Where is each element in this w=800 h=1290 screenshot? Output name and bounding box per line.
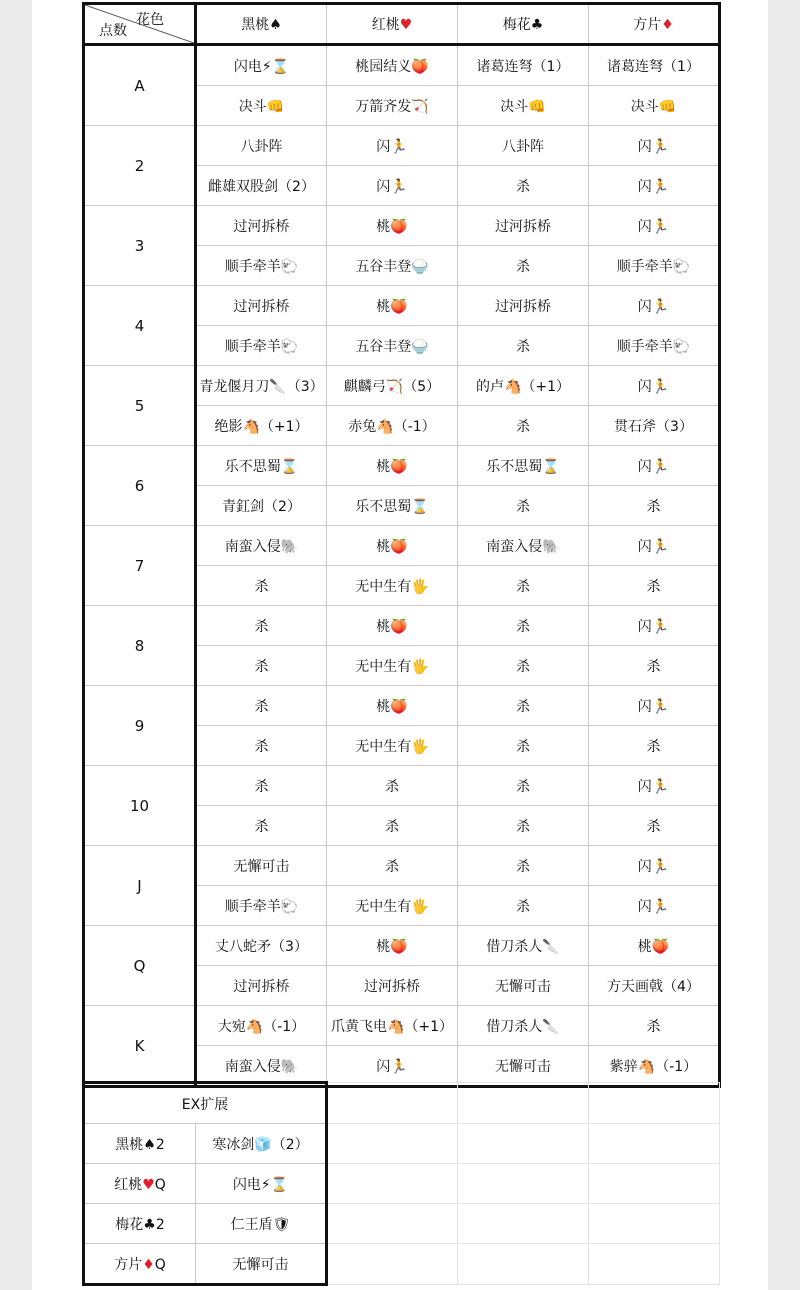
- ex-card-cell: 寒冰剑🧊（2）: [196, 1124, 327, 1164]
- empty-cell: [458, 1204, 589, 1244]
- card-cell-club: 借刀杀人🔪: [458, 1006, 589, 1046]
- card-distribution-table: [82, 2, 721, 1088]
- empty-cell: [589, 1083, 720, 1124]
- card-cell-heart: 无中生有🖐: [327, 646, 458, 686]
- empty-cell: [589, 1124, 720, 1164]
- card-cell-club: 杀: [458, 166, 589, 206]
- suit-name: 黑桃: [241, 17, 270, 33]
- card-cell-club: 杀: [458, 246, 589, 286]
- card-cell-club: 八卦阵: [458, 126, 589, 166]
- point-cell: J: [84, 846, 196, 926]
- point-cell: 9: [84, 686, 196, 766]
- card-cell-spade: 丈八蛇矛（3）: [196, 926, 327, 966]
- card-cell-heart: 桃🍑: [327, 606, 458, 646]
- heart-icon: ♥: [399, 17, 413, 33]
- ex-suit-name: 梅花: [115, 1216, 144, 1233]
- card-cell-club: 杀: [458, 766, 589, 806]
- point-cell: 10: [84, 766, 196, 846]
- card-cell-spade: 大宛🐴（-1）: [196, 1006, 327, 1046]
- card-cell-club: 南蛮入侵🐘: [458, 526, 589, 566]
- card-row: [84, 606, 720, 646]
- ex-expansion-table: [82, 1081, 720, 1286]
- point-cell: 3: [84, 206, 196, 286]
- ex-card-cell: 无懈可击: [196, 1244, 327, 1285]
- card-cell-spade: 无懈可击: [196, 846, 327, 886]
- card-cell-diamond: 杀: [589, 806, 720, 846]
- card-row: [84, 366, 720, 406]
- point-cell: 2: [84, 126, 196, 206]
- card-cell-heart: 桃🍑: [327, 686, 458, 726]
- card-cell-spade: 八卦阵: [196, 126, 327, 166]
- card-cell-heart: 无中生有🖐: [327, 886, 458, 926]
- card-cell-diamond: 闪🏃: [589, 446, 720, 486]
- card-cell-diamond: 闪🏃: [589, 606, 720, 646]
- ex-card-cell: 闪电⚡⌛: [196, 1164, 327, 1204]
- card-cell-spade: 杀: [196, 686, 327, 726]
- card-cell-heart: 赤兔🐴（-1）: [327, 406, 458, 446]
- card-cell-club: 杀: [458, 326, 589, 366]
- card-cell-spade: 南蛮入侵🐘: [196, 1046, 327, 1087]
- card-row: [84, 686, 720, 726]
- card-cell-diamond: 闪🏃: [589, 846, 720, 886]
- card-cell-heart: 杀: [327, 846, 458, 886]
- empty-cell: [458, 1164, 589, 1204]
- point-cell: Q: [84, 926, 196, 1006]
- card-cell-club: 杀: [458, 686, 589, 726]
- club-icon: ♣: [530, 17, 544, 33]
- card-cell-diamond: 杀: [589, 646, 720, 686]
- card-cell-spade: 青龙偃月刀🔪（3）: [196, 366, 327, 406]
- card-cell-club: 杀: [458, 886, 589, 926]
- header-row: [84, 4, 720, 45]
- card-cell-diamond: 顺手牵羊🐑: [589, 326, 720, 366]
- card-cell-club: 杀: [458, 726, 589, 766]
- card-cell-spade: 南蛮入侵🐘: [196, 526, 327, 566]
- card-cell-spade: 杀: [196, 806, 327, 846]
- card-cell-spade: 杀: [196, 606, 327, 646]
- card-cell-diamond: 桃🍑: [589, 926, 720, 966]
- ex-suit-cell: [84, 1244, 196, 1285]
- card-cell-heart: 闪🏃: [327, 166, 458, 206]
- point-axis-label: 点数: [99, 23, 127, 39]
- card-cell-spade: 乐不思蜀⌛: [196, 446, 327, 486]
- card-cell-heart: 桃🍑: [327, 286, 458, 326]
- card-cell-spade: 杀: [196, 766, 327, 806]
- diamond-icon: ♦: [142, 1256, 155, 1273]
- card-cell-heart: 五谷丰登🍚: [327, 326, 458, 366]
- card-cell-club: 决斗👊: [458, 86, 589, 126]
- card-row: [84, 286, 720, 326]
- card-cell-club: 杀: [458, 606, 589, 646]
- card-cell-spade: 顺手牵羊🐑: [196, 246, 327, 286]
- point-cell: A: [84, 45, 196, 126]
- card-cell-diamond: 闪🏃: [589, 526, 720, 566]
- card-cell-heart: 闪🏃: [327, 126, 458, 166]
- card-cell-spade: 过河拆桥: [196, 206, 327, 246]
- card-row: [84, 1006, 720, 1046]
- card-row: [84, 206, 720, 246]
- ex-rank: Q: [154, 1176, 166, 1193]
- card-row: [84, 766, 720, 806]
- card-cell-club: 乐不思蜀⌛: [458, 446, 589, 486]
- card-cell-heart: 桃🍑: [327, 526, 458, 566]
- card-cell-club: 杀: [458, 566, 589, 606]
- ex-suit-name: 方片: [114, 1256, 143, 1273]
- card-cell-club: 杀: [458, 846, 589, 886]
- ex-title: EX扩展: [84, 1083, 327, 1124]
- card-cell-club: 过河拆桥: [458, 286, 589, 326]
- card-cell-heart: 过河拆桥: [327, 966, 458, 1006]
- card-cell-club: 的卢🐴（+1）: [458, 366, 589, 406]
- point-cell: 4: [84, 286, 196, 366]
- empty-cell: [458, 1083, 589, 1124]
- suit-header-club: [458, 4, 589, 45]
- point-cell: 5: [84, 366, 196, 446]
- card-cell-diamond: 闪🏃: [589, 126, 720, 166]
- card-cell-spade: 杀: [196, 646, 327, 686]
- card-cell-diamond: 闪🏃: [589, 886, 720, 926]
- suit-axis-label: 花色: [136, 12, 164, 28]
- card-cell-club: 杀: [458, 806, 589, 846]
- card-cell-club: 杀: [458, 486, 589, 526]
- ex-suit-name: 黑桃: [115, 1136, 144, 1153]
- card-cell-diamond: 闪🏃: [589, 166, 720, 206]
- ex-suit-cell: [84, 1204, 196, 1244]
- card-cell-diamond: 诸葛连弩（1）: [589, 45, 720, 86]
- card-cell-diamond: 闪🏃: [589, 766, 720, 806]
- empty-cell: [327, 1164, 458, 1204]
- card-cell-spade: 杀: [196, 566, 327, 606]
- card-cell-diamond: 决斗👊: [589, 86, 720, 126]
- ex-suit-cell: [84, 1124, 196, 1164]
- card-cell-club: 无懈可击: [458, 1046, 589, 1087]
- card-cell-diamond: 杀: [589, 1006, 720, 1046]
- card-cell-heart: 乐不思蜀⌛: [327, 486, 458, 526]
- suit-header-diamond: [589, 4, 720, 45]
- card-cell-heart: 爪黄飞电🐴（+1）: [327, 1006, 458, 1046]
- card-row: [84, 926, 720, 966]
- empty-cell: [327, 1204, 458, 1244]
- card-cell-heart: 桃🍑: [327, 206, 458, 246]
- point-cell: 8: [84, 606, 196, 686]
- card-cell-diamond: 贯石斧（3）: [589, 406, 720, 446]
- ex-suit-name: 红桃: [114, 1176, 143, 1193]
- ex-rank: 2: [155, 1216, 165, 1233]
- empty-cell: [458, 1244, 589, 1285]
- card-cell-diamond: 方天画戟（4）: [589, 966, 720, 1006]
- ex-rank: Q: [154, 1256, 166, 1273]
- suit-header-spade: [196, 4, 327, 45]
- card-cell-spade: 雌雄双股剑（2）: [196, 166, 327, 206]
- empty-cell: [589, 1204, 720, 1244]
- spade-icon: ♠: [143, 1136, 156, 1153]
- card-cell-heart: 杀: [327, 806, 458, 846]
- ex-row: [84, 1204, 720, 1244]
- card-cell-club: 过河拆桥: [458, 206, 589, 246]
- card-cell-heart: 桃园结义🍑: [327, 45, 458, 86]
- card-cell-spade: 青釭剑（2）: [196, 486, 327, 526]
- card-row: [84, 446, 720, 486]
- point-cell: 7: [84, 526, 196, 606]
- heart-icon: ♥: [142, 1176, 155, 1193]
- card-cell-diamond: 杀: [589, 486, 720, 526]
- empty-cell: [327, 1244, 458, 1285]
- empty-cell: [327, 1124, 458, 1164]
- point-cell: 6: [84, 446, 196, 526]
- suit-name: 红桃: [371, 17, 400, 33]
- card-cell-heart: 桃🍑: [327, 926, 458, 966]
- card-cell-spade: 过河拆桥: [196, 286, 327, 326]
- suit-header-heart: [327, 4, 458, 45]
- ex-rank: 2: [155, 1136, 165, 1153]
- club-icon: ♣: [143, 1216, 156, 1233]
- card-cell-heart: 杀: [327, 766, 458, 806]
- diamond-icon: ♦: [661, 17, 674, 33]
- card-cell-diamond: 杀: [589, 726, 720, 766]
- ex-row: [84, 1124, 720, 1164]
- card-cell-spade: 闪电⚡⌛: [196, 45, 327, 86]
- card-cell-heart: 桃🍑: [327, 446, 458, 486]
- card-row: [84, 45, 720, 86]
- card-row: [84, 526, 720, 566]
- empty-cell: [589, 1244, 720, 1285]
- ex-suit-cell: [84, 1164, 196, 1204]
- empty-cell: [589, 1164, 720, 1204]
- card-row: [84, 846, 720, 886]
- card-cell-heart: 无中生有🖐: [327, 566, 458, 606]
- suit-name: 梅花: [502, 17, 531, 33]
- card-cell-club: 借刀杀人🔪: [458, 926, 589, 966]
- card-cell-spade: 顺手牵羊🐑: [196, 886, 327, 926]
- card-cell-spade: 杀: [196, 726, 327, 766]
- corner-header-cell: [84, 4, 196, 45]
- empty-cell: [327, 1083, 458, 1124]
- card-cell-heart: 麒麟弓🏹（5）: [327, 366, 458, 406]
- card-cell-club: 诸葛连弩（1）: [458, 45, 589, 86]
- empty-cell: [458, 1124, 589, 1164]
- card-row: [84, 126, 720, 166]
- card-cell-club: 杀: [458, 406, 589, 446]
- ex-card-cell: 仁王盾🛡: [196, 1204, 327, 1244]
- ex-row: [84, 1244, 720, 1285]
- card-cell-diamond: 杀: [589, 566, 720, 606]
- card-cell-diamond: 紫骍🐴（-1）: [589, 1046, 720, 1087]
- card-cell-spade: 顺手牵羊🐑: [196, 326, 327, 366]
- point-cell: K: [84, 1006, 196, 1087]
- card-cell-diamond: 顺手牵羊🐑: [589, 246, 720, 286]
- card-cell-diamond: 闪🏃: [589, 366, 720, 406]
- ex-row: [84, 1164, 720, 1204]
- card-cell-spade: 绝影🐴（+1）: [196, 406, 327, 446]
- card-cell-diamond: 闪🏃: [589, 206, 720, 246]
- card-cell-heart: 闪🏃: [327, 1046, 458, 1087]
- suit-name: 方片: [633, 17, 662, 33]
- ex-title-row: [84, 1083, 720, 1124]
- card-cell-spade: 决斗👊: [196, 86, 327, 126]
- card-cell-heart: 无中生有🖐: [327, 726, 458, 766]
- card-cell-heart: 五谷丰登🍚: [327, 246, 458, 286]
- card-cell-spade: 过河拆桥: [196, 966, 327, 1006]
- card-cell-diamond: 闪🏃: [589, 686, 720, 726]
- card-cell-club: 杀: [458, 646, 589, 686]
- card-cell-heart: 万箭齐发🏹: [327, 86, 458, 126]
- card-cell-diamond: 闪🏃: [589, 286, 720, 326]
- spade-icon: ♠: [269, 17, 282, 33]
- card-cell-club: 无懈可击: [458, 966, 589, 1006]
